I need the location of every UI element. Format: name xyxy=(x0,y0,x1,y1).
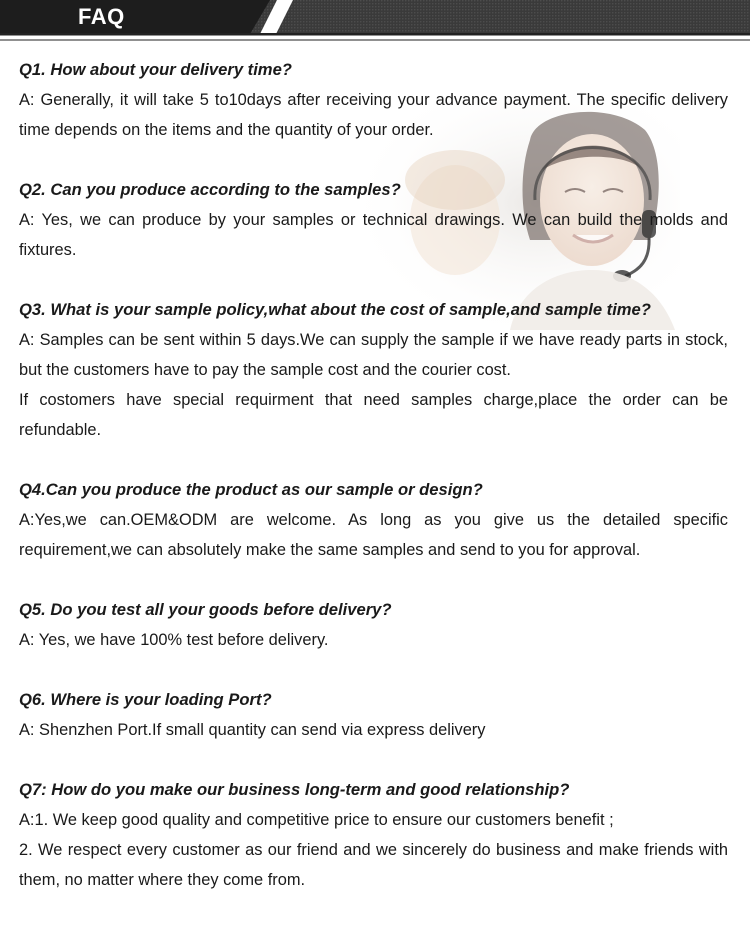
faq-item xyxy=(19,175,728,265)
faq-answer: A:1. We keep good quality and competitive price to ensure our customers benefit ; xyxy=(19,811,614,829)
faq-list xyxy=(19,55,728,925)
faq-answer: A: Yes, we can produce by your samples or technical drawings. We can build the molds and fixtures. xyxy=(19,211,728,259)
faq-question: Q1. How about your delivery time? xyxy=(19,60,292,79)
faq-question: Q3. What is your sample policy,what about the cost of sample,and sample time? xyxy=(19,300,651,319)
faq-item xyxy=(19,595,728,655)
faq-item xyxy=(19,685,728,745)
faq-question: Q7: How do you make our business long-term and good relationship? xyxy=(19,780,570,799)
faq-answer: A: Generally, it will take 5 to10days after receiving your advance payment. The specific delivery time depends on the items and the quantity of your order. xyxy=(19,91,728,139)
faq-question: Q5. Do you test all your goods before delivery? xyxy=(19,600,392,619)
faq-item xyxy=(19,475,728,565)
faq-answer: A: Shenzhen Port.If small quantity can send via express delivery xyxy=(19,721,486,739)
faq-header xyxy=(0,0,750,44)
faq-question: Q2. Can you produce according to the samples? xyxy=(19,180,401,199)
faq-question: Q6. Where is your loading Port? xyxy=(19,690,272,709)
faq-answer: 2. We respect every customer as our friend and we sincerely do business and make friends with them, no matter where they come from. xyxy=(19,841,728,889)
page-title: FAQ xyxy=(78,4,125,29)
faq-item xyxy=(19,775,728,895)
faq-answer: A:Yes,we can.OEM&ODM are welcome. As long as you give us the detailed specific requirement,we can absolutely make the same samples and send to you for approval. xyxy=(19,511,728,559)
faq-answer: If costomers have special requirment that need samples charge,place the order can be refundable. xyxy=(19,391,728,439)
faq-answer: A: Samples can be sent within 5 days.We can supply the sample if we have ready parts in stock, but the customers have to pay the sample cost and the courier cost. xyxy=(19,331,728,379)
faq-question: Q4.Can you produce the product as our sample or design? xyxy=(19,480,483,499)
faq-item xyxy=(19,55,728,145)
faq-item xyxy=(19,295,728,445)
faq-answer: A: Yes, we have 100% test before delivery. xyxy=(19,631,329,649)
